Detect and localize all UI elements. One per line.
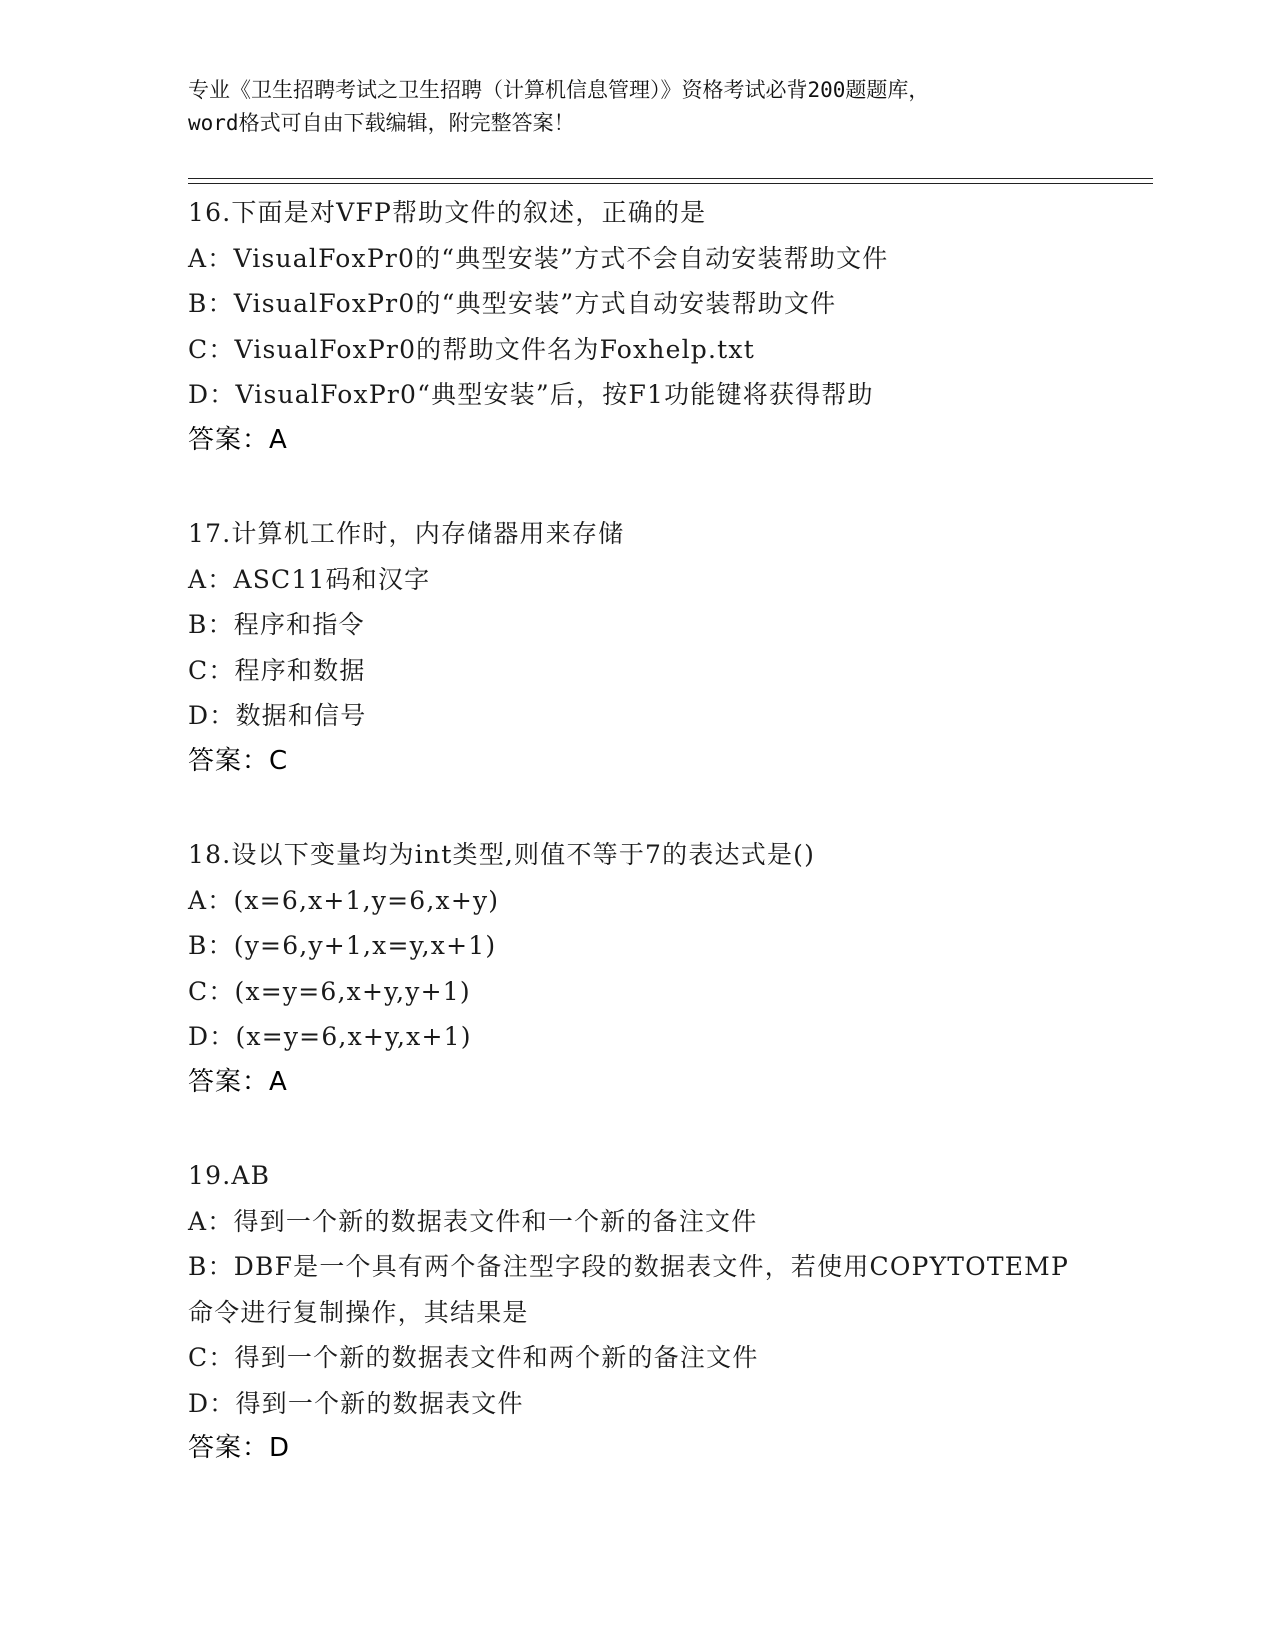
answer-label: 答案：A [188,424,288,455]
question-stem: 18.设以下变量均为int类型,则值不等于7的表达式是() [188,840,816,869]
option-d: D：(x=y=6,x+y,x+1) [188,1022,472,1051]
answer-label: 答案：C [188,745,289,776]
option-d: D：VisualFoxPr0“典型安装”后，按F1功能键将获得帮助 [188,380,874,409]
option-a: A：VisualFoxPr0的“典型安装”方式不会自动安装帮助文件 [188,243,889,273]
header-line-2: word格式可自由下载编辑，附完整答案！ [188,111,575,135]
answer-label: 答案：D [188,1433,291,1463]
question-17 [188,511,1168,784]
option-d: D：数据和信号 [188,701,367,730]
option-b: B：程序和指令 [188,610,365,639]
option-b-continued: 命令进行复制操作，其结果是 [188,1297,529,1327]
option-a: A：(x=6,x+1,y=6,x+y) [188,885,500,915]
question-stem: 17.计算机工作时，内存储器用来存储 [188,519,625,548]
question-stem: 16.下面是对VFP帮助文件的叙述，正确的是 [188,198,707,227]
question-18 [188,832,1168,1105]
option-a: A：ASC11码和汉字 [188,564,431,594]
question-list [188,190,1168,1472]
header-divider-bottom [188,183,1153,184]
option-b: B：VisualFoxPr0的“典型安装”方式自动安装帮助文件 [188,289,837,318]
question-stem: 19.AB [188,1161,271,1190]
option-b: B：DBF是一个具有两个备注型字段的数据表文件，若使用COPYTOTEMP [188,1252,1069,1281]
option-a: A：得到一个新的数据表文件和一个新的备注文件 [188,1206,758,1236]
option-c: C：得到一个新的数据表文件和两个新的备注文件 [188,1343,759,1372]
header-line-1: 专业《卫生招聘考试之卫生招聘（计算机信息管理）》资格考试必背200题题库， [188,78,930,102]
option-c: C：(x=y=6,x+y,y+1) [188,976,471,1006]
option-b: B：(y=6,y+1,x=y,x+1) [188,931,497,960]
header-divider-top [188,178,1153,179]
answer-label: 答案：A [188,1066,288,1097]
option-c: C：VisualFoxPr0的帮助文件名为Foxhelp.txt [188,334,755,364]
option-c: C：程序和数据 [188,655,366,685]
question-16 [188,190,1168,463]
document-header [188,74,1088,140]
question-19 [188,1153,1168,1472]
option-d: D：得到一个新的数据表文件 [188,1388,524,1418]
